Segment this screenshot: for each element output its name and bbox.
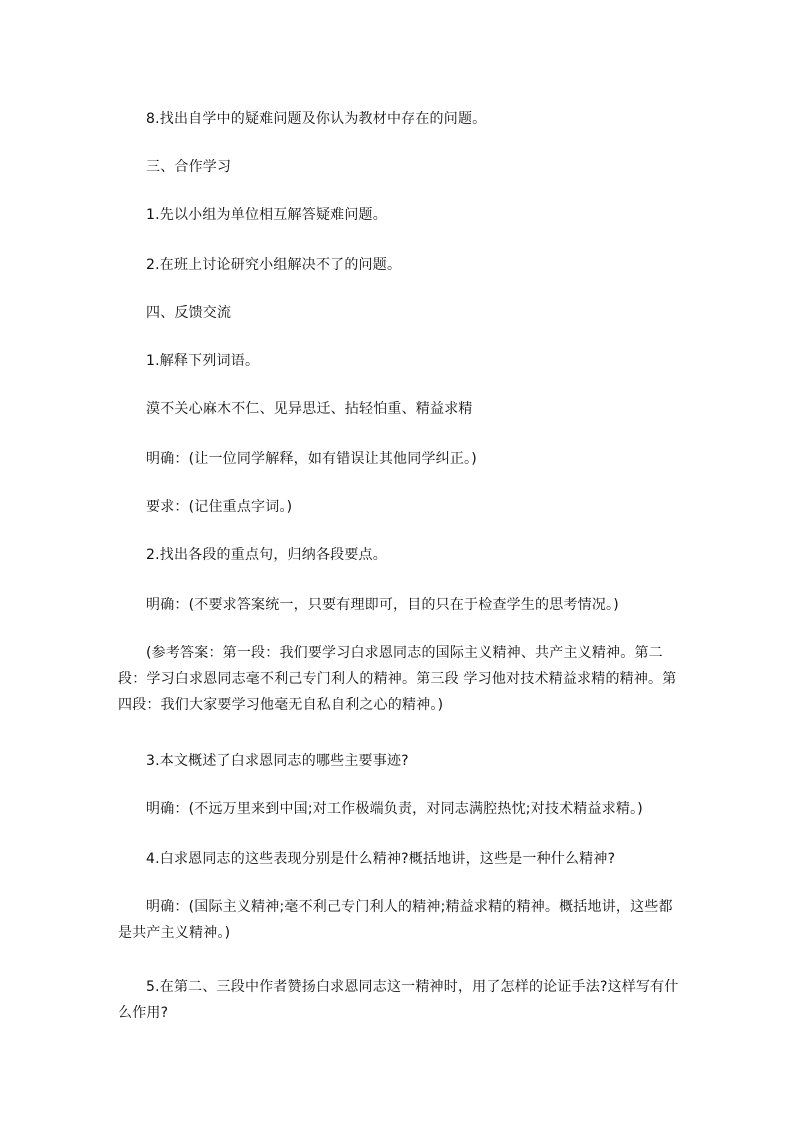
paragraph-feedback-3: 3.本文概述了白求恩同志的哪些主要事迹? [146,753,409,769]
paragraph-feedback-5: 5.在第二、三段中作者赞扬白求恩同志这一精神时，用了怎样的论证手法?这样写有什么作用? [118,979,679,1021]
paragraph-feedback-2: 2.找出各段的重点句，归纳各段要点。 [146,547,387,563]
section-heading-feedback: 四、反馈交流 [146,305,232,321]
paragraph-cooperative-2: 2.在班上讨论研究小组解决不了的问题。 [146,257,402,273]
clarification-4: 明确：(国际主义精神;毫不利己专门利人的精神;精益求精的精神。概括地讲，这些都是共产主义精神。) [118,899,673,941]
section-heading-cooperative-learning: 三、合作学习 [146,159,232,175]
vocabulary-list: 漠不关心麻木不仁、见异思迁、拈轻怕重、精益求精 [146,401,473,417]
clarification-1: 明确：(让一位同学解释，如有错误让其他同学纠正。) [146,451,477,467]
clarification-3: 明确：(不远万里来到中国;对工作极端负责，对同志满腔热忱;对技术精益求精。) [146,801,643,817]
clarification-2: 明确：(不要求答案统一，只要有理即可，目的只在于检查学生的思考情况。) [146,597,619,613]
paragraph-feedback-4: 4.白求恩同志的这些表现分别是什么精神?概括地讲，这些是一种什么精神? [146,851,616,867]
requirement-1: 要求：(记住重点字词。) [146,499,293,515]
paragraph-cooperative-1: 1.先以小组为单位相互解答疑难问题。 [146,207,387,223]
paragraph-feedback-1: 1.解释下列词语。 [146,353,260,369]
paragraph-question-8: 8.找出自学中的疑难问题及你认为教材中存在的问题。 [146,111,487,127]
reference-answer: (参考答案：第一段：我们要学习白求恩同志的国际主义精神、共产主义精神。第二段：学习白求恩同志毫不利己专门利人的精神。第三段 学习他对技术精益求精的精神。第四段：我们大家要学习他毫无自私自利之心的精神。) [118,645,677,713]
